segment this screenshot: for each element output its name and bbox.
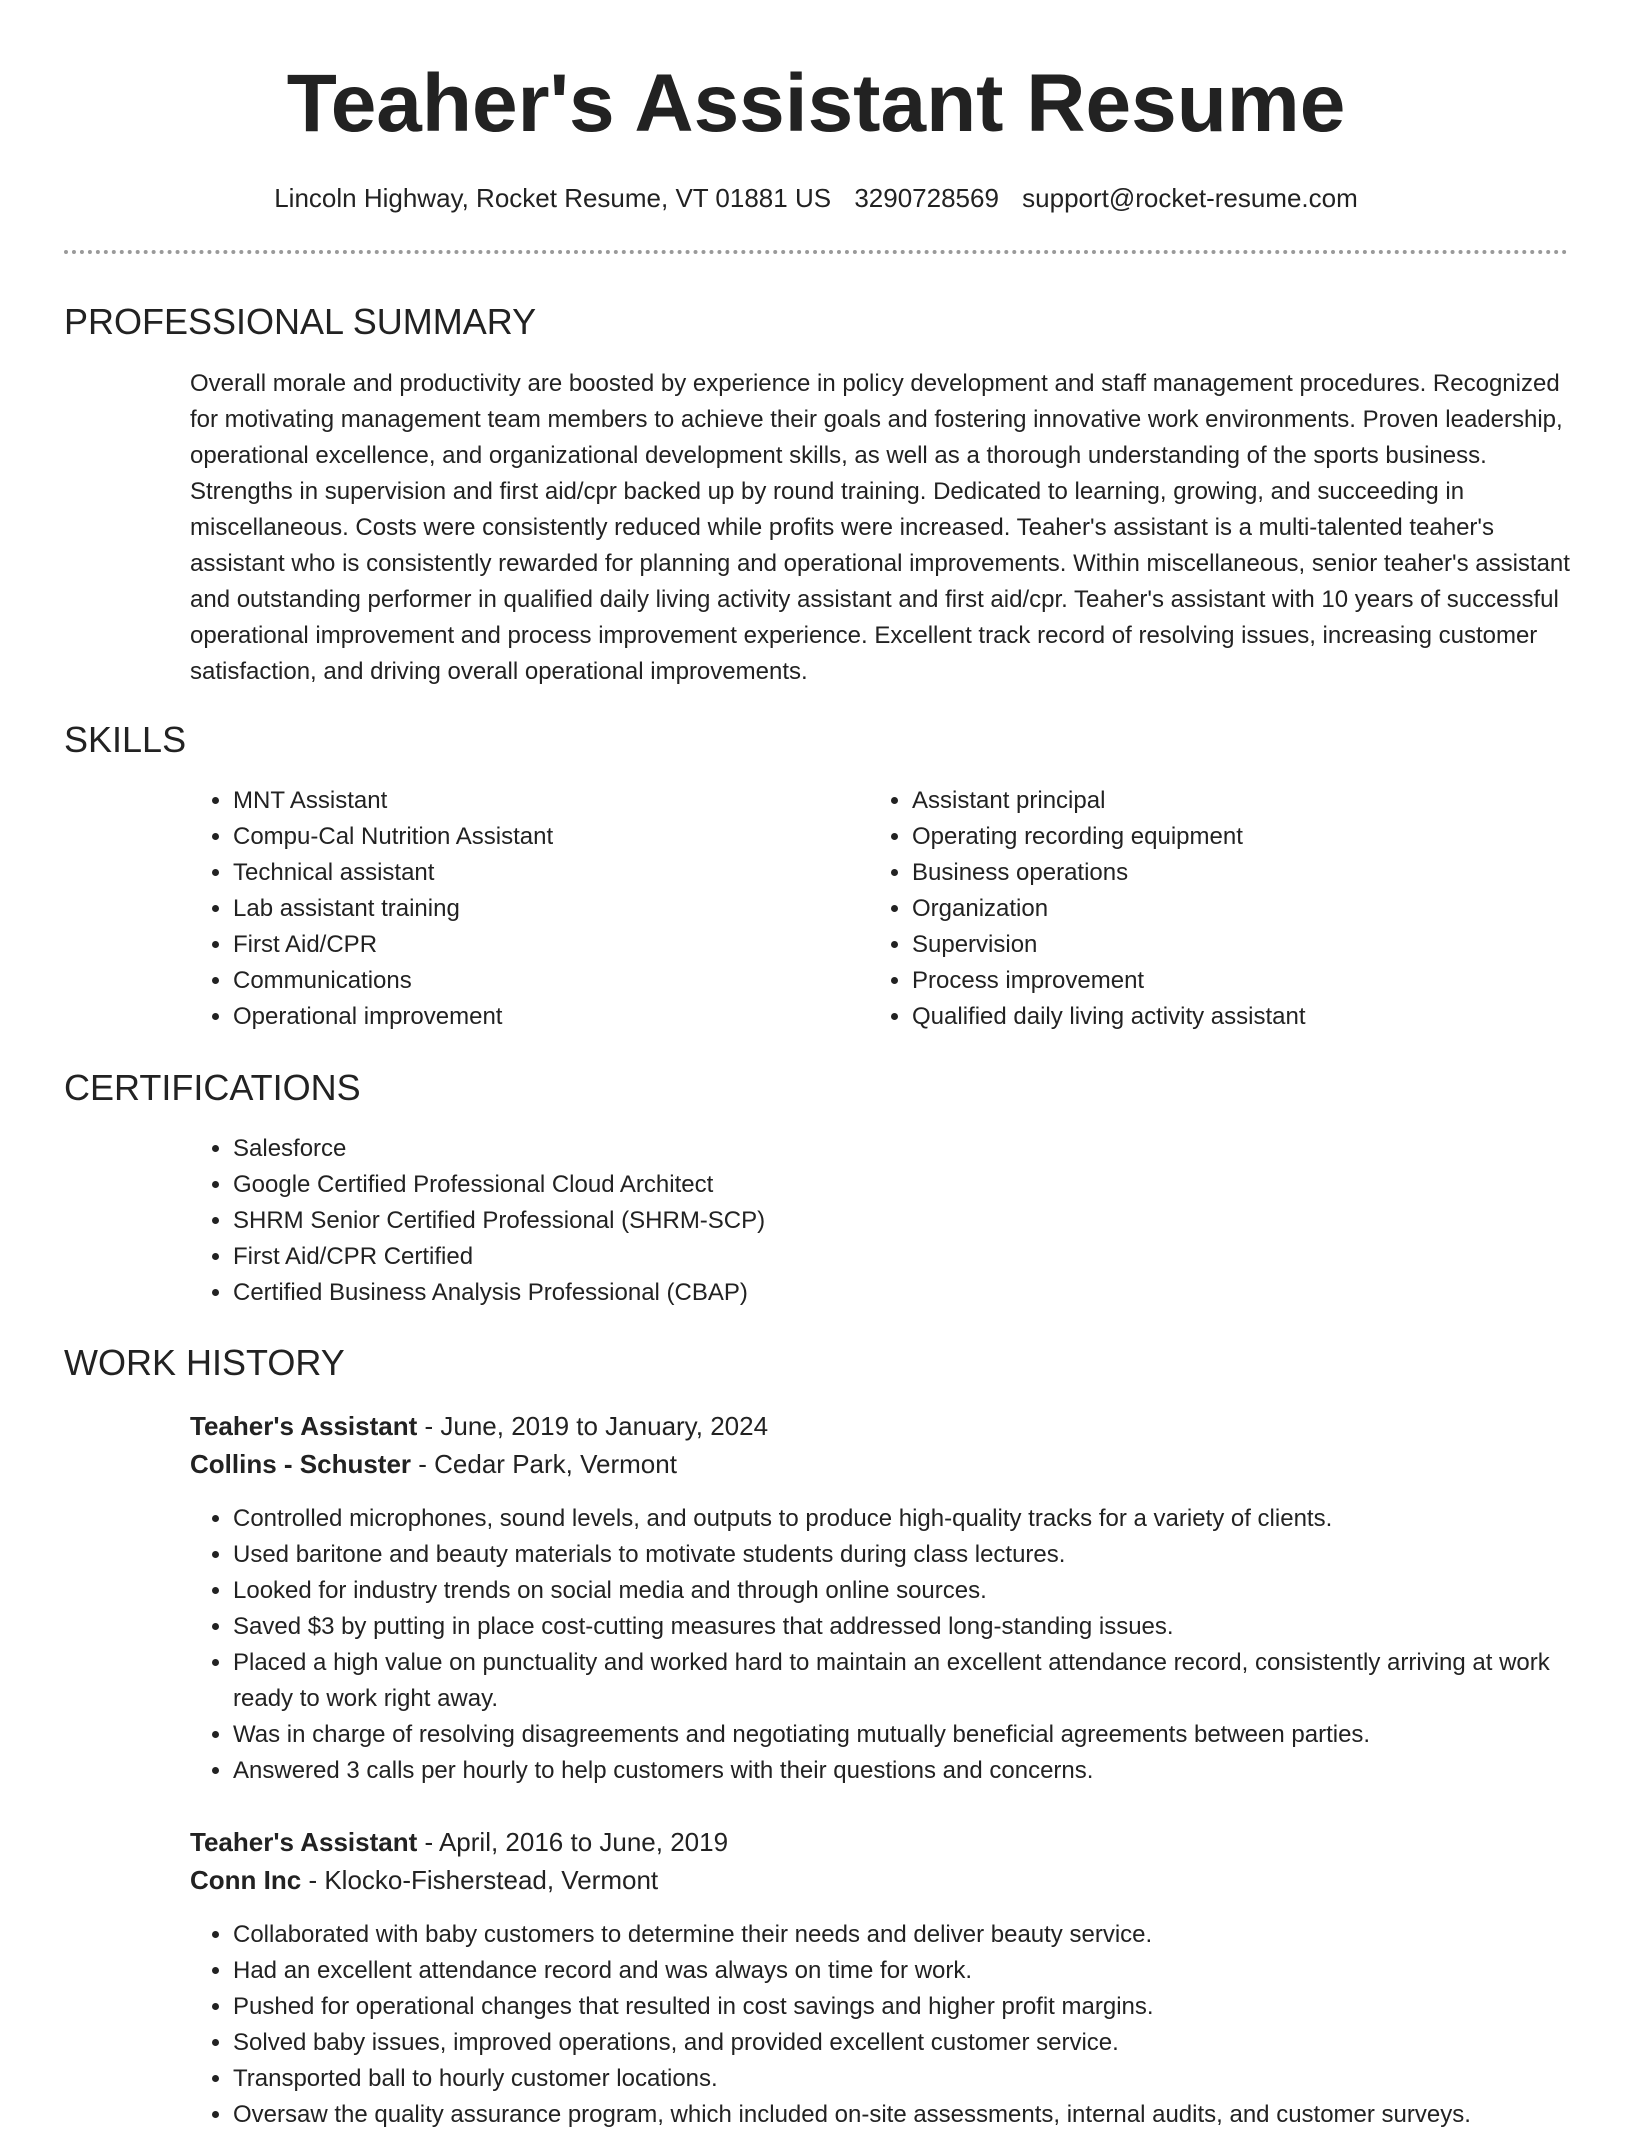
skills-heading: SKILLS	[64, 719, 187, 760]
skill-item: • Process improvement	[912, 963, 1592, 999]
job-2-bullets	[190, 1917, 1613, 2133]
job-bullet: • Collaborated with baby customers to determine their needs and deliver beauty service.	[233, 1917, 1613, 1953]
job-bullet: • Had an excellent attendance record and was always on time for work.	[233, 1953, 1613, 1989]
job-1-company-line	[190, 1445, 1570, 1483]
job-bullet: • Saved $3 by putting in place cost-cutting measures that addressed long-standing issues.	[233, 1609, 1613, 1645]
job-company: Collins - Schuster	[190, 1449, 412, 1479]
skill-item: • Supervision	[912, 927, 1592, 963]
work-history-heading: WORK HISTORY	[64, 1342, 345, 1383]
skill-item: • MNT Assistant	[233, 783, 853, 819]
job-bullet: • Was in charge of resolving disagreements and negotiating mutually beneficial agreements between parties.	[233, 1717, 1613, 1753]
certification-item: • First Aid/CPR Certified	[233, 1239, 1613, 1275]
job-bullet: • Placed a high value on punctuality and worked hard to maintain an excellent attendance record, consistently arriving at work ready to work right away.	[233, 1645, 1613, 1717]
certification-item: • Google Certified Professional Cloud Architect	[233, 1167, 1613, 1203]
skill-item: • Technical assistant	[233, 855, 853, 891]
job-bullet: • Solved baby issues, improved operations, and provided excellent customer service.	[233, 2025, 1613, 2061]
resume-title: Teaher's Assistant Resume	[286, 58, 1346, 149]
skills-list-left	[190, 783, 853, 1035]
job-bullet: • Pushed for operational changes that resulted in cost savings and higher profit margins.	[233, 1989, 1613, 2025]
skills-list-right	[869, 783, 1592, 1035]
job-company: Conn Inc	[190, 1865, 302, 1895]
job-bullet: • Transported ball to hourly customer locations.	[233, 2061, 1613, 2097]
job-1-bullets	[190, 1501, 1613, 1789]
job-bullet: • Looked for industry trends on social media and through online sources.	[233, 1573, 1613, 1609]
certification-item: • Salesforce	[233, 1131, 1613, 1167]
skill-item: • First Aid/CPR	[233, 927, 853, 963]
contact-phone: 3290728569	[854, 183, 999, 213]
job-2-company-line	[190, 1861, 1570, 1899]
summary-heading: PROFESSIONAL SUMMARY	[64, 301, 537, 342]
contact-address: Lincoln Highway, Rocket Resume, VT 01881 US	[274, 183, 832, 213]
skill-item: • Business operations	[912, 855, 1592, 891]
job-title: Teaher's Assistant	[190, 1827, 418, 1857]
skill-item: • Organization	[912, 891, 1592, 927]
summary-text: Overall morale and productivity are boosted by experience in policy development and staff management procedures. Recognized for motivating management team members to achieve their goals and fostering innovative work environments. Proven leadership, operational excellence, and organizational development skills, as well as a thorough understanding of the sports business. Strengths in supervision and first aid/cpr backed up by round training. Dedicated to learning, growing, and succeeding in miscellaneous. Costs were consistently reduced while profits were increased. Teaher's assistant is a multi-talented teaher's assistant who is consistently rewarded for planning and operational improvements. Within miscellaneous, senior teaher's assistant and outstanding performer in qualified daily living activity assistant and first aid/cpr. Teaher's assistant with 10 years of successful operational improvement and process improvement experience. Excellent track record of resolving issues, increasing customer satisfaction, and driving overall operational improvements.	[190, 370, 1570, 685]
skill-item: • Lab assistant training	[233, 891, 853, 927]
job-bullet: • Used baritone and beauty materials to motivate students during class lectures.	[233, 1537, 1613, 1573]
header-divider	[64, 250, 1568, 254]
job-location: - Cedar Park, Vermont	[411, 1449, 677, 1479]
contact-line	[0, 180, 1632, 216]
job-2-title-line	[190, 1823, 1570, 1861]
job-bullet: • Answered 3 calls per hourly to help customers with their questions and concerns.	[233, 1753, 1613, 1789]
skill-item: • Compu-Cal Nutrition Assistant	[233, 819, 853, 855]
skill-item: • Communications	[233, 963, 853, 999]
certification-item: • Certified Business Analysis Professional (CBAP)	[233, 1275, 1613, 1311]
skill-item: • Operational improvement	[233, 999, 853, 1035]
job-bullet: • Oversaw the quality assurance program, which included on-site assessments, internal audits, and customer surveys.	[233, 2097, 1613, 2133]
job-dates: - April, 2016 to June, 2019	[417, 1827, 729, 1857]
job-location: - Klocko-Fisherstead, Vermont	[301, 1865, 659, 1895]
certifications-heading: CERTIFICATIONS	[64, 1067, 361, 1108]
job-bullet: • Controlled microphones, sound levels, and outputs to produce high-quality tracks for a variety of clients.	[233, 1501, 1613, 1537]
job-dates: - June, 2019 to January, 2024	[417, 1411, 769, 1441]
skill-item: • Assistant principal	[912, 783, 1592, 819]
skill-item: • Qualified daily living activity assistant	[912, 999, 1592, 1035]
certifications-list	[190, 1131, 1613, 1311]
job-1-title-line	[190, 1407, 1570, 1445]
skill-item: • Operating recording equipment	[912, 819, 1592, 855]
contact-email: support@rocket-resume.com	[1022, 183, 1358, 213]
job-title: Teaher's Assistant	[190, 1411, 418, 1441]
certification-item: • SHRM Senior Certified Professional (SHRM-SCP)	[233, 1203, 1613, 1239]
